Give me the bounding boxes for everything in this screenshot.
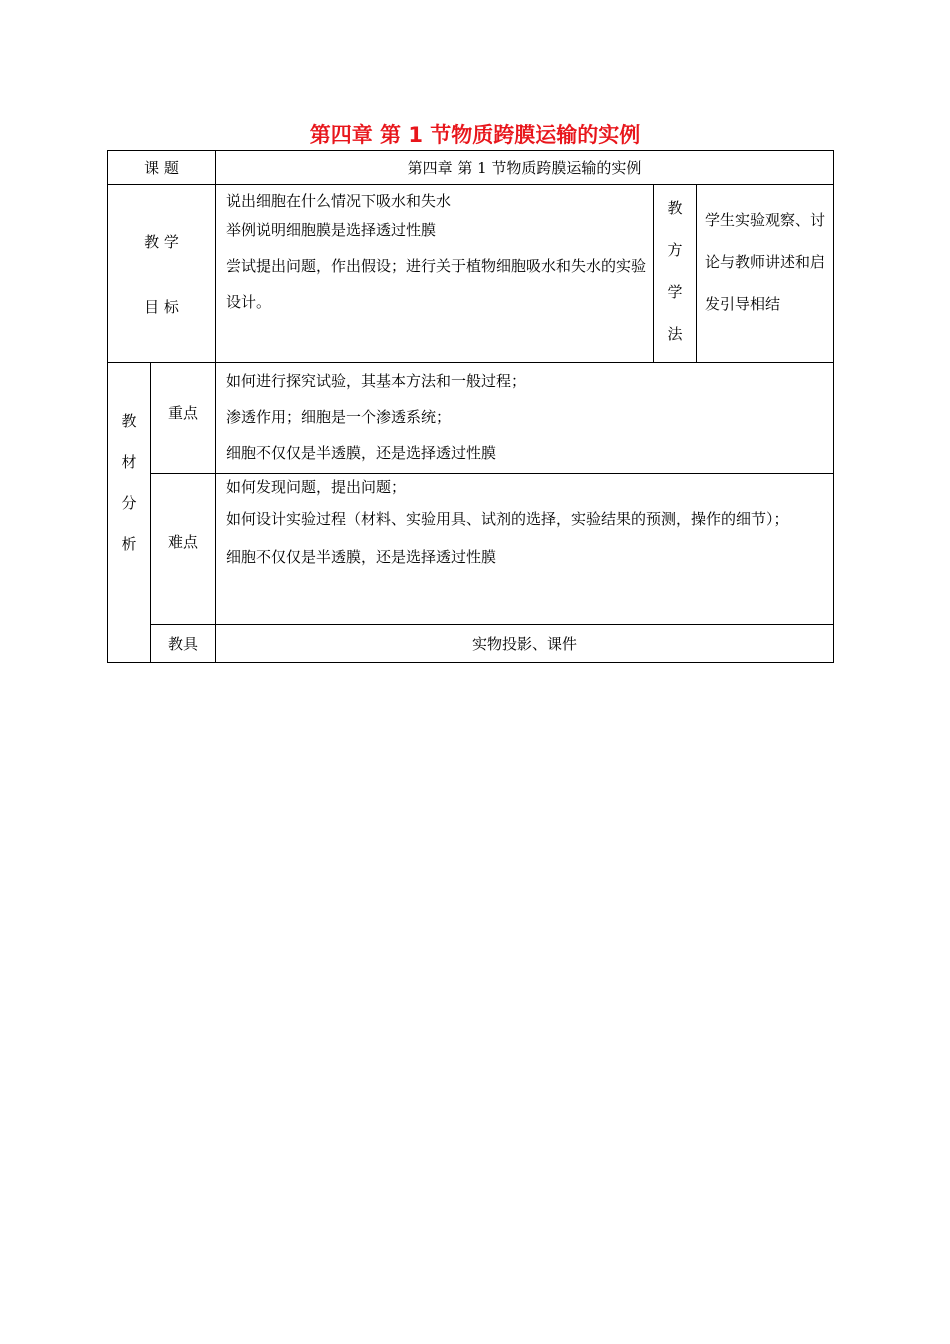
topic-row: [108, 151, 834, 185]
goals-label: [108, 185, 216, 363]
goals-content: [216, 185, 654, 363]
difficulty-label: [151, 474, 216, 625]
tools-row: [108, 625, 834, 663]
goals-label-line1: 教 学: [144, 232, 179, 251]
tools-value: 实物投影、课件: [216, 625, 834, 663]
goals-row: [108, 185, 834, 363]
key-points-row: [108, 363, 834, 474]
method-label-char: 学: [667, 283, 683, 301]
document-title: 第四章 第 1 节物质跨膜运输的实例: [309, 123, 641, 147]
key-point-item: 细胞不仅仅是半透膜，还是选择透过性膜: [226, 444, 497, 462]
tools-label: 教具: [151, 625, 216, 663]
goal-item: 举例说明细胞膜是选择透过性膜: [226, 221, 437, 239]
difficulty-item: 如何发现问题，提出问题；: [226, 478, 407, 496]
analysis-label-char: 分: [121, 493, 137, 512]
difficulty-label-text: 难点: [167, 532, 198, 551]
difficulties-content: [216, 474, 834, 625]
key-point-item: 如何进行探究试验，其基本方法和一般过程；: [226, 372, 527, 390]
key-point-item: 渗透作用；细胞是一个渗透系统；: [226, 408, 452, 426]
analysis-label: [108, 363, 151, 663]
topic-label: 课 题: [108, 151, 216, 185]
key-label: [151, 363, 216, 474]
method-content: 学生实验观察、讨论与教师讲述和启发引导相结: [697, 185, 834, 363]
analysis-label-char: 教: [121, 411, 137, 430]
method-label-char: 方: [667, 241, 683, 259]
goals-label-line2: 目 标: [144, 297, 179, 316]
topic-value: 第四章 第 1 节物质跨膜运输的实例: [216, 151, 834, 185]
difficulties-row: [108, 474, 834, 625]
key-points-content: [216, 363, 834, 474]
key-label-text: 重点: [167, 403, 198, 422]
analysis-label-char: 材: [121, 452, 137, 471]
method-label-char: 法: [667, 325, 683, 343]
analysis-label-char: 析: [121, 534, 137, 553]
method-label: [654, 185, 697, 363]
method-label-char: 教: [667, 199, 683, 217]
difficulty-item: 细胞不仅仅是半透膜，还是选择透过性膜: [226, 548, 497, 566]
difficulty-item: 如何设计实验过程（材料、实验用具、试剂的选择，实验结果的预测，操作的细节）；: [226, 510, 789, 528]
lesson-plan-table: [107, 150, 834, 663]
goal-item: 说出细胞在什么情况下吸水和失水: [226, 192, 452, 210]
goal-item: 尝试提出问题，作出假设；进行关于植物细胞吸水和失水的实验设计。: [226, 257, 647, 311]
